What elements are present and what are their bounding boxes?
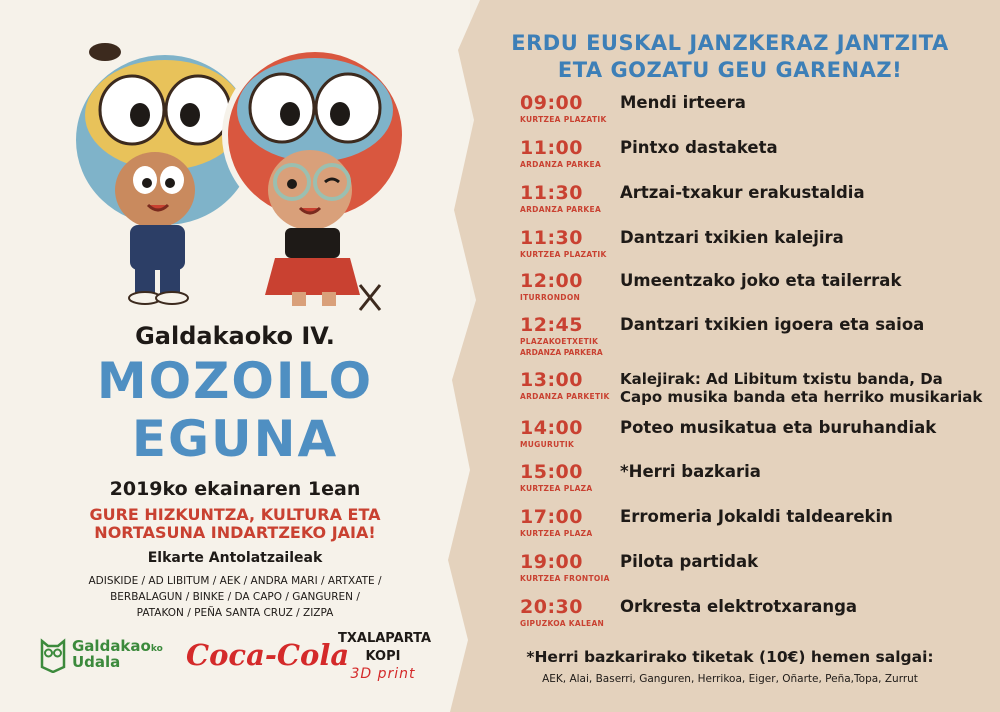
event-motto	[0, 506, 470, 543]
schedule-place: KURTZEA PLAZA	[520, 529, 593, 538]
schedule-time: 14:00	[520, 417, 583, 439]
schedule-event: Dantzari txikien igoera eta saioa	[620, 315, 925, 334]
schedule-time: 12:00	[520, 270, 583, 292]
txalaparta-logo	[338, 630, 432, 684]
mascot-illustration	[60, 30, 420, 320]
schedule-time: 13:00	[520, 369, 583, 391]
schedule-time: 11:30	[520, 227, 583, 249]
galdakao-suffix: ko	[150, 644, 163, 655]
ticket-places: AEK, Alai, Baserri, Ganguren, Herrikoa, Eiger, Oñarte, Peña,Topa, Zurrut	[542, 673, 918, 685]
schedule-place: MUGURUTIK	[520, 440, 575, 449]
schedule-time: 11:00	[520, 137, 583, 159]
event-subtitle: Galdakaoko IV.	[135, 322, 335, 350]
event-title-line2: EGUNA	[131, 410, 339, 468]
organizers-line3: PATAKON / PEÑA SANTA CRUZ / ZIZPA	[136, 606, 334, 619]
headline-line1: ERDU EUSKAL JANZKERAZ JANTZITA	[511, 31, 949, 55]
schedule-place: ARDANZA PARKEA	[520, 205, 602, 214]
schedule-place: ITURRONDON	[520, 293, 581, 302]
event-title-line1: MOZOILO	[96, 352, 374, 410]
organizers-line2: BERBALAGUN / BINKE / DA CAPO / GANGUREN /	[110, 590, 360, 603]
galdakao-name: Galdakao	[72, 637, 151, 656]
schedule-place-secondary: ARDANZA PARKERA	[520, 348, 603, 357]
schedule-time: 12:45	[520, 314, 583, 336]
schedule-event: Artzai-txakur erakustaldia	[620, 183, 865, 202]
schedule-time: 20:30	[520, 596, 583, 618]
schedule-event: Erromeria Jokaldi taldearekin	[620, 507, 893, 526]
schedule-event: Pintxo dastaketa	[620, 138, 778, 157]
schedule-event: Poteo musikatua eta buruhandiak	[620, 418, 937, 437]
organizers-line1: ADISKIDE / AD LIBITUM / AEK / ANDRA MARI / ARTXATE /	[88, 575, 382, 587]
schedule-place: KURTZEA PLAZA	[520, 484, 593, 493]
schedule-time: 19:00	[520, 551, 583, 573]
headline	[470, 30, 990, 85]
txalaparta-name: TXALAPARTA	[338, 631, 432, 646]
motto-line2: NORTASUNA INDARTZEKO JAIA!	[94, 523, 376, 543]
schedule-place: ARDANZA PARKEA	[520, 160, 602, 169]
kopi-name: KOPI	[365, 648, 401, 664]
ticket-note: *Herri bazkarirako tiketak (10€) hemen salgai:	[526, 648, 934, 666]
schedule-place: KURTZEA PLAZATIK	[520, 115, 607, 124]
owl-logo-icon	[40, 637, 66, 673]
organizers-list	[60, 574, 410, 621]
schedule-event: Pilota partidak	[620, 552, 759, 571]
schedule-place: KURTZEA FRONTOIA	[520, 574, 610, 583]
headline-line2: ETA GOZATU GEU GARENAZ!	[557, 58, 903, 83]
organizers-title: Elkarte Antolatzaileak	[147, 550, 323, 566]
schedule-time: 11:30	[520, 182, 583, 204]
galdakao-logo	[40, 637, 163, 673]
cocacola-logo: Coca-Cola	[186, 638, 350, 672]
schedule-event: Orkresta elektrotxaranga	[620, 597, 858, 616]
schedule-place: KURTZEA PLAZATIK	[520, 250, 607, 259]
schedule-event: Kalejirak: Ad Libitum txistu banda, Da Capo musika banda eta herriko musikariak	[620, 370, 983, 406]
event-date: 2019ko ekainaren 1ean	[109, 478, 361, 500]
3d-print-logo: 3D print	[350, 666, 416, 683]
schedule-place: GIPUZKOA KALEAN	[520, 619, 605, 628]
schedule-event: Dantzari txikien kalejira	[620, 228, 844, 247]
schedule-event: *Herri bazkaria	[620, 462, 761, 481]
schedule-event: Mendi irteera	[620, 93, 746, 112]
schedule-time: 17:00	[520, 506, 583, 528]
schedule-time: 15:00	[520, 461, 583, 483]
motto-line1: GURE HIZKUNTZA, KULTURA ETA	[89, 505, 381, 524]
schedule-place: PLAZAKOETXETIK	[520, 337, 599, 346]
udala-label: Udala	[72, 653, 121, 671]
schedule-place: ARDANZA PARKETIK	[520, 392, 610, 401]
schedule-event: Umeentzako joko eta tailerrak	[620, 271, 902, 290]
schedule-time: 09:00	[520, 92, 583, 114]
